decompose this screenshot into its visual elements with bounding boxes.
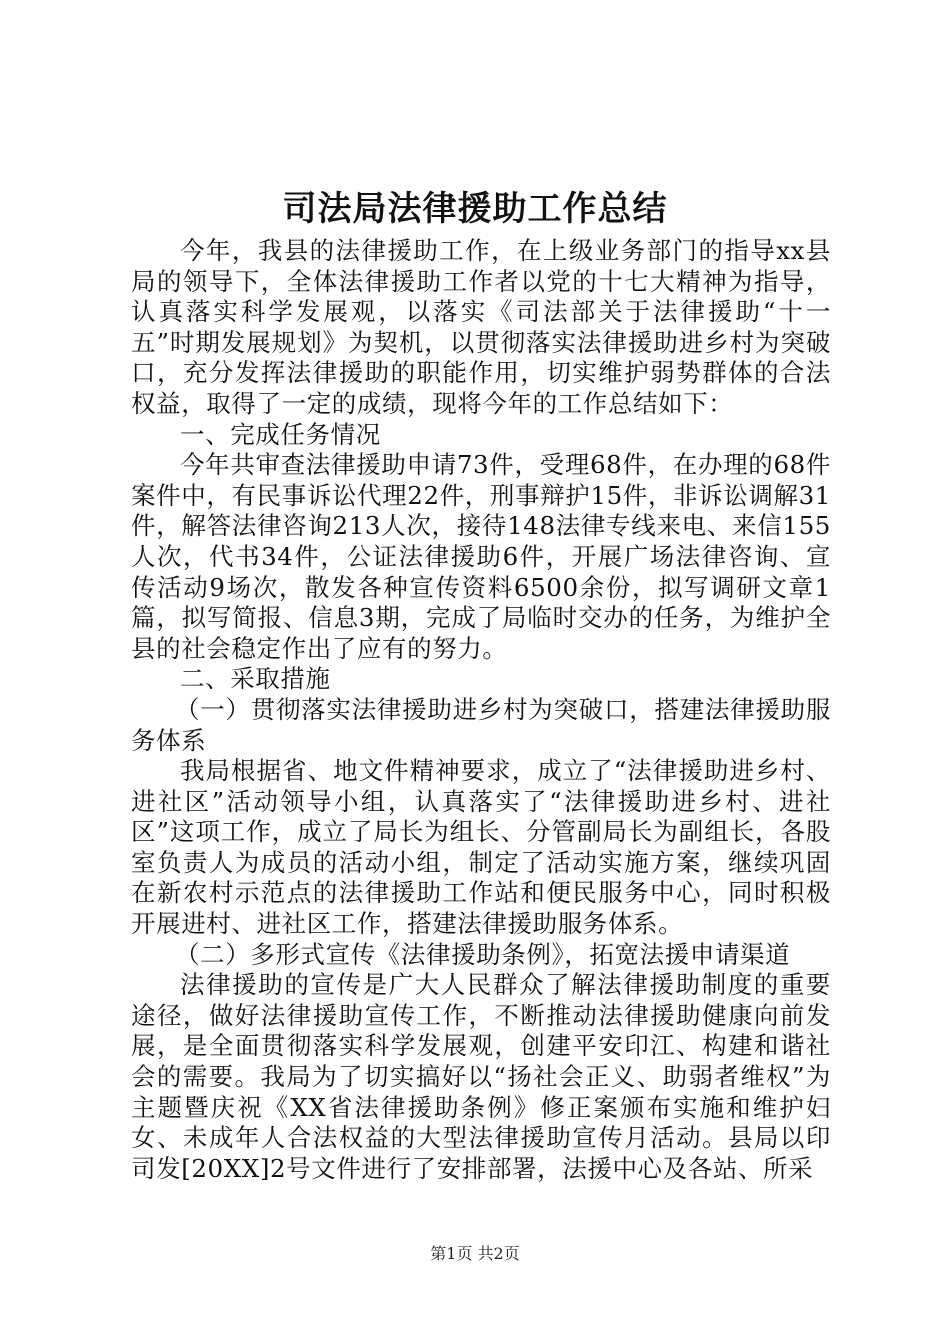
task-stats-paragraph: 今年共审查法律援助申请73件，受理68件，在办理的68件案件中，有民事诉讼代理22件，刑事辩护15件，非诉讼调解31件，解答法律咨询213人次，接待148法律专线来电、来信155人次，代书34件，公证法律援助6件，开展广场法律咨询、宣传活动9场次，散发各种宣传资料6500余份，拟写调研文章1篇，拟写简报、信息3期，完成了局临时交办的任务，为维护全县的社会稳定作出了应有的努力。 [131,450,831,663]
subsection-heading-2: （二）多形式宣传《法律援助条例》，拓宽法援申请渠道 [175,939,791,969]
measures-paragraph-1: 我局根据省、地文件精神要求，成立了“法律援助进乡村、进社区”活动领导小组，认真落实了“法律援助进乡村、进社区”这项工作，成立了局长为组长、分管副局长为副组长，各股室负责人为成员的活动小组，制定了活动实施方案，继续巩固在新农村示范点的法律援助工作站和便民服务中心，同时积极开展进村、进社区工作，搭建法律援助服务体系。 [131,756,831,939]
section-heading-2: 二、采取措施 [180,664,331,694]
document-body [131,236,831,1184]
section-heading-1: 一、完成任务情况 [180,419,381,449]
page-number-footer: 第1页 共2页 [430,1244,520,1263]
intro-paragraph: 今年，我县的法律援助工作，在上级业务部门的指导xx县局的领导下，全体法律援助工作者以党的十七大精神为指导，认真落实科学发展观，以落实《司法部关于法律援助“十一五”时期发展规划》为契机，以贯彻落实法律援助进乡村为突破口，充分发挥法律援助的职能作用，切实维护弱势群体的合法权益，取得了一定的成绩，现将今年的工作总结如下： [131,236,831,418]
subsection-heading-1: （一）贯彻落实法律援助进乡村为突破口，搭建法律援助服务体系 [131,694,831,755]
document-title: 司法局法律援助工作总结 [282,189,668,229]
measures-paragraph-2: 法律援助的宣传是广大人民群众了解法律援助制度的重要途径，做好法律援助宣传工作，不断推动法律援助健康向前发展，是全面贯彻落实科学发展观，创建平安印江、构建和谐社会的需要。我局为了切实搞好以“扬社会正义、助弱者维权”为主题暨庆祝《XX省法律援助条例》修正案颁布实施和维护妇女、未成年人合法权益的大型法律援助宣传月活动。县局以印司发[20XX]2号文件进行了安排部署，法援中心及各站、所采 [131,970,831,1183]
